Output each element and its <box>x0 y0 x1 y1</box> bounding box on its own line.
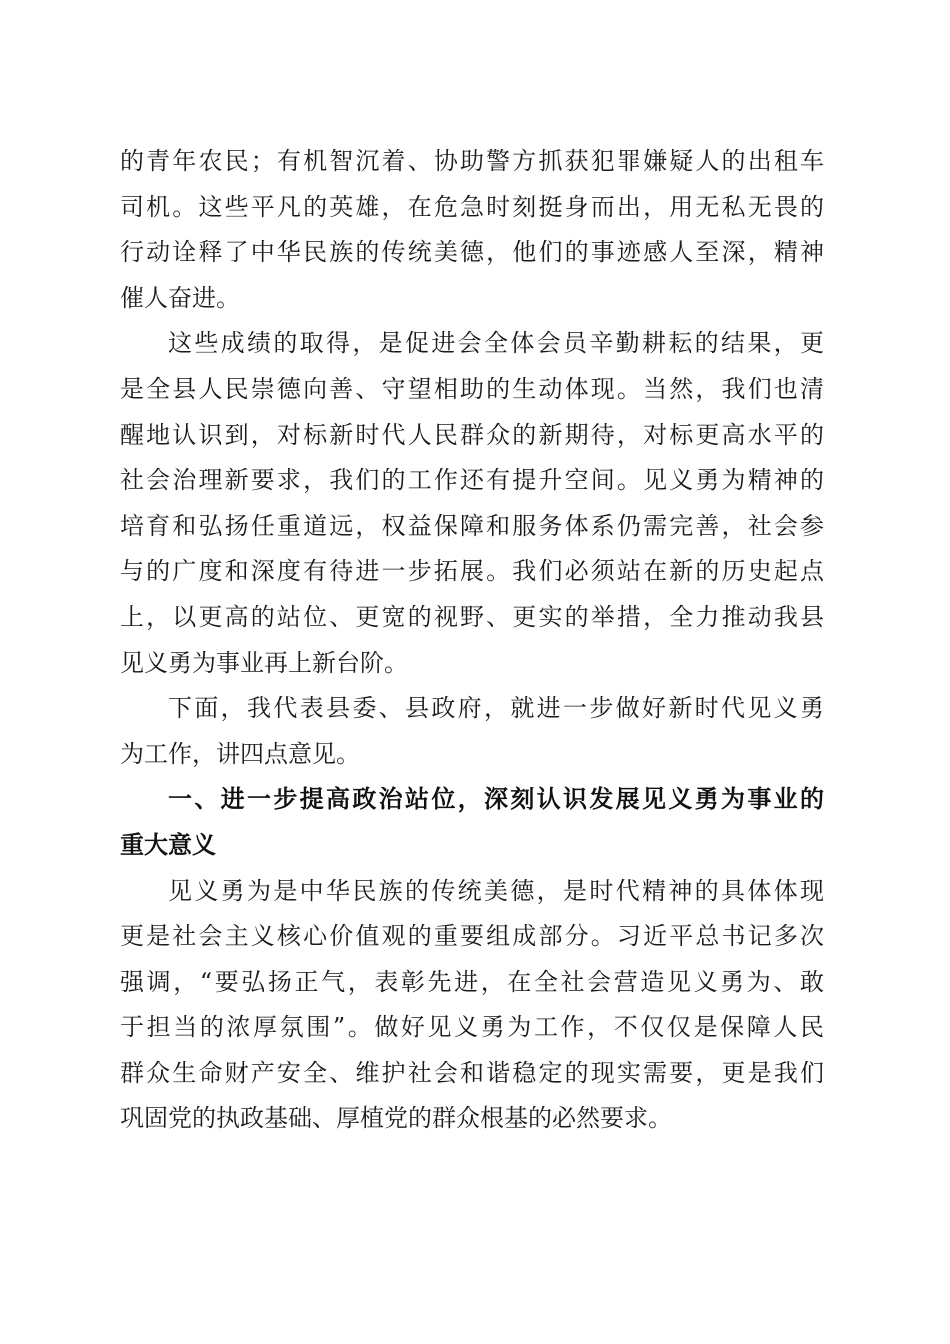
paragraph-line: 行动诠释了中华民族的传统美德，他们的事迹感人至深，精神 <box>120 238 824 267</box>
heading-line: 一、进一步提高政治站位，深刻认识发展见义勇为事业的 <box>168 785 824 814</box>
paragraph-line: 见义勇为事业再上新台阶。 <box>120 648 408 677</box>
paragraph-introduction <box>120 686 824 777</box>
paragraph-continued-heroes <box>120 139 824 321</box>
paragraph-significance <box>120 869 824 1143</box>
paragraph-line: 下面，我代表县委、县政府，就进一步做好新时代见义勇 <box>168 694 824 723</box>
paragraph-line: 于担当的浓厚氛围”。做好见义勇为工作，不仅仅是保障人民 <box>120 1013 824 1042</box>
paragraph-line: 这些成绩的取得，是促进会全体会员辛勤耕耘的结果，更 <box>168 329 824 358</box>
paragraph-line: 上，以更高的站位、更宽的视野、更实的举措，全力推动我县 <box>120 602 824 631</box>
paragraph-line: 醒地认识到，对标新时代人民群众的新期待，对标更高水平的 <box>120 420 824 449</box>
paragraph-line: 为工作，讲四点意见。 <box>120 739 360 768</box>
paragraph-line: 见义勇为是中华民族的传统美德，是时代精神的具体体现 <box>168 876 824 905</box>
paragraph-line: 培育和弘扬任重道远，权益保障和服务体系仍需完善，社会参 <box>120 511 824 540</box>
paragraph-line: 社会治理新要求，我们的工作还有提升空间。见义勇为精神的 <box>120 466 824 495</box>
paragraph-achievements <box>120 321 824 686</box>
paragraph-line: 强调，“要弘扬正气，表彰先进，在全社会营造见义勇为、敢 <box>120 967 824 996</box>
paragraph-line: 群众生命财产安全、维护社会和谐稳定的现实需要，更是我们 <box>120 1058 824 1087</box>
section-heading-one <box>120 777 824 868</box>
paragraph-line: 的青年农民；有机智沉着、协助警方抓获犯罪嫌疑人的出租车 <box>120 147 824 175</box>
paragraph-line: 巩固党的执政基础、厚植党的群众根基的必然要求。 <box>120 1104 672 1133</box>
paragraph-line: 司机。这些平凡的英雄，在危急时刻挺身而出，用无私无畏的 <box>120 192 824 221</box>
paragraph-line: 是全县人民崇德向善、守望相助的生动体现。当然，我们也清 <box>120 374 824 403</box>
document-body <box>120 139 824 1142</box>
heading-line: 重大意义 <box>120 830 216 859</box>
paragraph-line: 与的广度和深度有待进一步拓展。我们必须站在新的历史起点 <box>120 557 824 586</box>
paragraph-line: 更是社会主义核心价值观的重要组成部分。习近平总书记多次 <box>120 922 824 951</box>
paragraph-line: 催人奋进。 <box>120 283 240 312</box>
